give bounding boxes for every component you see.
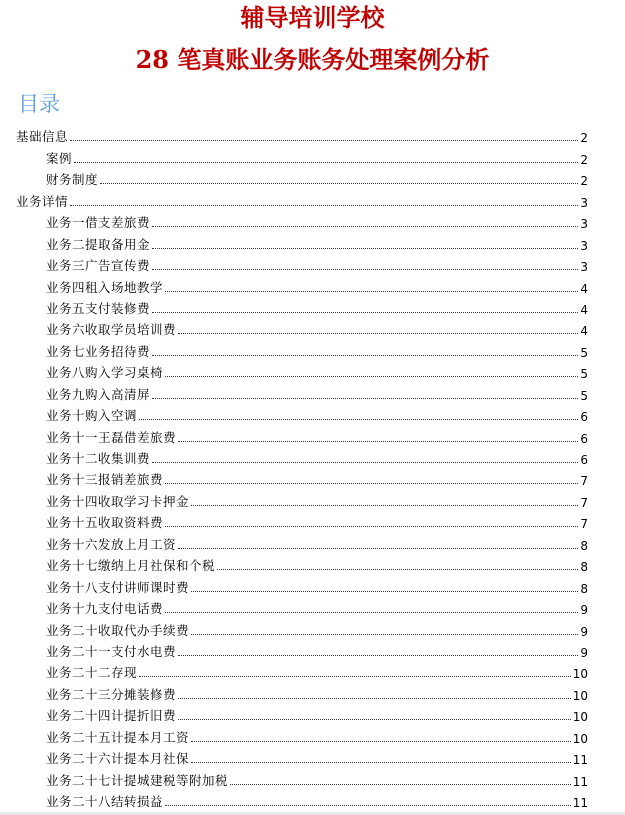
toc-page-number: 2 <box>580 152 588 167</box>
toc-page-number: 11 <box>572 774 588 789</box>
toc-entry[interactable] <box>16 767 588 788</box>
toc-dot-leader <box>152 462 578 463</box>
document-subtitle: 28 笔真账业务账务处理案例分析 <box>135 45 490 74</box>
toc-entry-label[interactable]: 业务二十一支付水电费 <box>46 643 177 659</box>
toc-page-number: 2 <box>580 174 588 189</box>
toc-dot-leader <box>152 269 578 270</box>
toc-page-number: 5 <box>580 388 588 403</box>
toc-page-number: 3 <box>580 238 588 253</box>
toc-entry-label[interactable]: 业务十九支付电话费 <box>46 601 164 617</box>
toc-entry-label[interactable]: 业务十二收集训费 <box>46 451 151 466</box>
toc-page-number: 10 <box>572 667 588 682</box>
toc-page-number: 10 <box>572 731 588 746</box>
toc-page-number: 8 <box>580 538 588 553</box>
toc-entry-label[interactable]: 业务三广告宣传费 <box>46 258 151 274</box>
toc-page-number: 3 <box>580 217 588 232</box>
toc-entry[interactable] <box>16 510 588 531</box>
toc-entry[interactable] <box>16 617 588 638</box>
toc-page-number: 6 <box>580 431 588 446</box>
toc-entry[interactable] <box>16 296 588 317</box>
toc-page-number: 7 <box>580 517 588 532</box>
toc-page-number: 9 <box>580 603 588 618</box>
toc-dot-leader <box>139 419 578 420</box>
toc-entry[interactable] <box>16 724 588 745</box>
toc-dot-leader <box>165 291 578 292</box>
toc-entry[interactable] <box>16 403 588 424</box>
toc-dot-leader <box>70 140 578 141</box>
toc-entry[interactable] <box>16 381 588 402</box>
toc-entry[interactable] <box>16 338 588 359</box>
toc-entry[interactable] <box>16 789 588 810</box>
toc-page-number: 9 <box>580 645 588 660</box>
toc-dot-leader <box>152 226 578 227</box>
toc-entry-label[interactable]: 业务二十六计提本月社保 <box>46 751 190 767</box>
toc-page-number: 4 <box>580 324 588 339</box>
toc-page-number: 7 <box>580 495 588 510</box>
toc-page-number: 3 <box>580 260 588 275</box>
toc-page-number: 8 <box>580 581 588 596</box>
toc-entry-label[interactable]: 业务七业务招待费 <box>46 343 151 359</box>
toc-dot-leader <box>165 483 578 484</box>
toc-dot-leader <box>178 719 571 720</box>
toc-entry-label[interactable]: 业务二十二存现 <box>46 665 138 681</box>
toc-page-number: 10 <box>572 710 588 725</box>
toc-dot-leader <box>191 634 578 635</box>
toc-dot-leader <box>165 612 578 613</box>
toc-dot-leader <box>191 505 578 506</box>
table-of-contents <box>16 124 588 810</box>
toc-entry-label[interactable]: 业务一借支差旅费 <box>46 215 151 231</box>
toc-page-number: 4 <box>580 302 588 317</box>
toc-dot-leader <box>152 355 578 356</box>
toc-entry[interactable] <box>16 531 588 552</box>
toc-dot-leader <box>178 333 578 334</box>
document-title: 辅导培训学校 <box>240 3 385 32</box>
toc-entry[interactable] <box>16 253 588 274</box>
toc-page-number: 11 <box>572 753 588 768</box>
toc-entry[interactable] <box>16 746 588 767</box>
toc-page-number: 8 <box>580 560 588 575</box>
toc-entry[interactable] <box>16 596 588 617</box>
toc-heading: 目录 <box>18 92 60 116</box>
toc-entry-label[interactable]: 财务制度 <box>46 172 99 188</box>
toc-entry[interactable] <box>16 553 588 574</box>
toc-dot-leader <box>152 312 578 313</box>
toc-entry[interactable] <box>16 488 588 509</box>
toc-entry[interactable] <box>16 274 588 295</box>
toc-dot-leader <box>191 591 578 592</box>
toc-entry[interactable] <box>16 188 588 209</box>
toc-dot-leader <box>191 741 571 742</box>
toc-entry-label[interactable]: 业务十五收取资料费 <box>46 515 164 531</box>
toc-page-number: 7 <box>580 474 588 489</box>
toc-entry-label[interactable]: 业务二提取备用金 <box>46 236 151 252</box>
toc-dot-leader <box>152 398 578 399</box>
toc-dot-leader <box>191 762 571 763</box>
toc-entry-label[interactable]: 业务五支付装修费 <box>46 300 151 316</box>
toc-dot-leader <box>165 805 571 806</box>
toc-entry-label[interactable]: 业务二十七计提城建税等附加税 <box>46 772 229 788</box>
toc-page-number: 6 <box>580 410 588 425</box>
toc-entry-label[interactable]: 案例 <box>46 150 73 166</box>
toc-entry[interactable] <box>16 231 588 252</box>
toc-entry-label[interactable]: 业务十购入空调 <box>46 408 138 424</box>
toc-page-number: 4 <box>580 281 588 296</box>
toc-dot-leader <box>152 248 578 249</box>
toc-entry[interactable] <box>16 167 588 188</box>
toc-dot-leader <box>178 548 578 549</box>
toc-dot-leader <box>217 569 578 570</box>
toc-dot-leader <box>165 526 578 527</box>
toc-entry[interactable] <box>16 210 588 231</box>
toc-entry-label[interactable]: 业务二十四计提折旧费 <box>46 708 177 724</box>
toc-dot-leader <box>74 162 578 163</box>
toc-dot-leader <box>70 205 578 206</box>
toc-entry-label[interactable]: 业务十三报销差旅费 <box>46 472 164 488</box>
toc-entry[interactable] <box>16 124 588 145</box>
toc-page-number: 3 <box>580 195 588 210</box>
toc-entry[interactable] <box>16 360 588 381</box>
toc-entry[interactable] <box>16 660 588 681</box>
toc-entry-label[interactable]: 业务八购入学习桌椅 <box>46 365 164 381</box>
toc-entry-label[interactable]: 业务十一王磊借差旅费 <box>46 429 177 445</box>
toc-entry[interactable] <box>16 639 588 660</box>
toc-entry-label[interactable]: 业务二十八结转损益 <box>46 794 164 809</box>
toc-dot-leader <box>178 698 571 699</box>
toc-page-number: 6 <box>580 453 588 467</box>
toc-dot-leader <box>139 676 571 677</box>
toc-entry[interactable] <box>16 317 588 338</box>
toc-dot-leader <box>165 376 578 377</box>
toc-page-number: 2 <box>580 131 588 146</box>
toc-page-number: 10 <box>572 688 588 703</box>
toc-entry[interactable] <box>16 703 588 724</box>
toc-entry[interactable] <box>16 145 588 166</box>
toc-entry-label[interactable]: 业务六收取学员培训费 <box>46 322 177 338</box>
toc-entry-label[interactable]: 业务九购入高清屏 <box>46 386 151 402</box>
toc-entry-label[interactable]: 业务四租入场地教学 <box>46 279 164 295</box>
toc-page-number: 11 <box>572 796 588 810</box>
toc-entry[interactable] <box>16 446 588 467</box>
toc-dot-leader <box>178 655 578 656</box>
toc-entry[interactable] <box>16 467 588 488</box>
toc-entry-label[interactable]: 基础信息 <box>16 129 69 145</box>
toc-entry[interactable] <box>16 681 588 702</box>
toc-page-number: 5 <box>580 345 588 360</box>
toc-entry-label[interactable]: 业务十四收取学习卡押金 <box>46 493 190 509</box>
toc-entry-label[interactable]: 业务二十三分摊装修费 <box>46 686 177 702</box>
toc-page-number: 9 <box>580 624 588 639</box>
toc-dot-leader <box>100 183 578 184</box>
toc-page-number: 5 <box>580 367 588 382</box>
toc-entry-label[interactable]: 业务二十收取代办手续费 <box>46 622 190 638</box>
toc-entry-label[interactable]: 业务十八支付讲师课时费 <box>46 579 190 595</box>
toc-entry-label[interactable]: 业务十六发放上月工资 <box>46 536 177 552</box>
toc-dot-leader <box>230 784 571 785</box>
toc-dot-leader <box>178 441 578 442</box>
toc-entry[interactable] <box>16 424 588 445</box>
toc-entry-label[interactable]: 业务二十五计提本月工资 <box>46 729 190 745</box>
toc-entry-label[interactable]: 业务详情 <box>16 193 69 209</box>
toc-entry[interactable] <box>16 574 588 595</box>
toc-entry-label[interactable]: 业务十七缴纳上月社保和个税 <box>46 558 216 574</box>
